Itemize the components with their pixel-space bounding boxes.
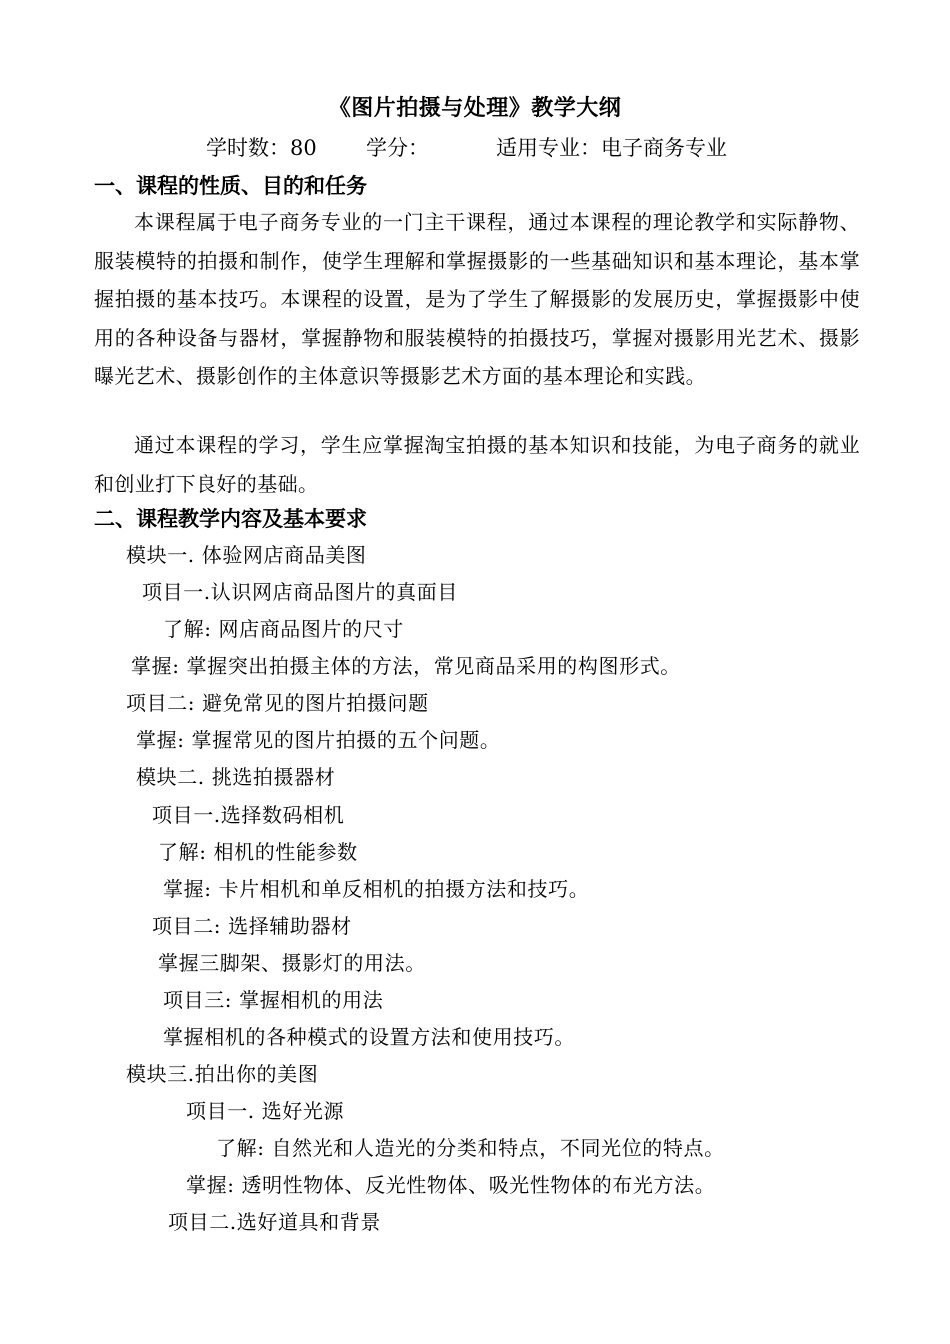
project-item: 项目二.选好道具和背景 <box>168 1210 381 1234</box>
course-hours: 学时数：80 <box>206 136 317 160</box>
module-1: 模块一. 体验网店商品美图 <box>126 543 367 567</box>
course-meta <box>206 132 727 164</box>
project-item: 项目二: 避免常见的图片拍摄问题 <box>126 691 429 715</box>
section-heading-content: 二、课程教学内容及基本要求 <box>94 506 367 531</box>
module-3: 模块三.拍出你的美图 <box>126 1062 319 1086</box>
module-2: 模块二. 挑选拍摄器材 <box>136 765 336 789</box>
project-item: 项目二: 选择辅助器材 <box>152 914 352 938</box>
requirement-master: 掌握: 掌握常见的图片拍摄的五个问题。 <box>136 728 501 752</box>
course-credit: 学分： <box>366 136 429 160</box>
course-major: 适用专业：电子商务专业 <box>496 136 727 160</box>
project-item: 项目一.选择数码相机 <box>152 803 345 827</box>
requirement-understand: 了解: 相机的性能参数 <box>158 840 358 864</box>
requirement-understand: 了解: 自然光和人造光的分类和特点，不同光位的特点。 <box>216 1136 725 1160</box>
requirement-master: 掌握: 卡片相机和单反相机的拍摄方法和技巧。 <box>163 877 590 901</box>
section-heading-nature: 一、课程的性质、目的和任务 <box>94 173 367 198</box>
requirement-understand: 了解: 网店商品图片的尺寸 <box>163 617 404 641</box>
requirement-master: 掌握: 透明性物体、反光性物体、吸光性物体的布光方法。 <box>186 1173 716 1197</box>
project-item: 项目一. 选好光源 <box>186 1099 345 1123</box>
requirement-master: 掌握相机的各种模式的设置方法和使用技巧。 <box>163 1025 575 1049</box>
paragraph-course-goal: 通过本课程的学习，学生应掌握淘宝拍摄的基本知识和技能，为电子商务的就业和创业打下良好的基础。 <box>94 433 860 496</box>
requirement-master: 掌握: 掌握突出拍摄主体的方法，常见商品采用的构图形式。 <box>131 654 681 678</box>
paragraph-course-description: 本课程属于电子商务专业的一门主干课程，通过本课程的理论教学和实际静物、服装模特的拍摄和制作，使学生理解和掌握摄影的一些基础知识和基本理论，基本掌握拍摄的基本技巧。本课程的设置，是为了学生了解摄影的发展历史，掌握摄影中使用的各种设备与器材，掌握静物和服装模特的拍摄技巧，掌握对摄影用光艺术、摄影曝光艺术、摄影创作的主体意识等摄影艺术方面的基本理论和实践。 <box>94 210 860 388</box>
project-item: 项目三: 掌握相机的用法 <box>163 988 384 1012</box>
document-title: 《图片拍摄与处理》教学大纲 <box>328 95 622 121</box>
project-item: 项目一.认识网店商品图片的真面目 <box>142 580 458 604</box>
requirement-master: 掌握三脚架、摄影灯的用法。 <box>158 951 426 975</box>
